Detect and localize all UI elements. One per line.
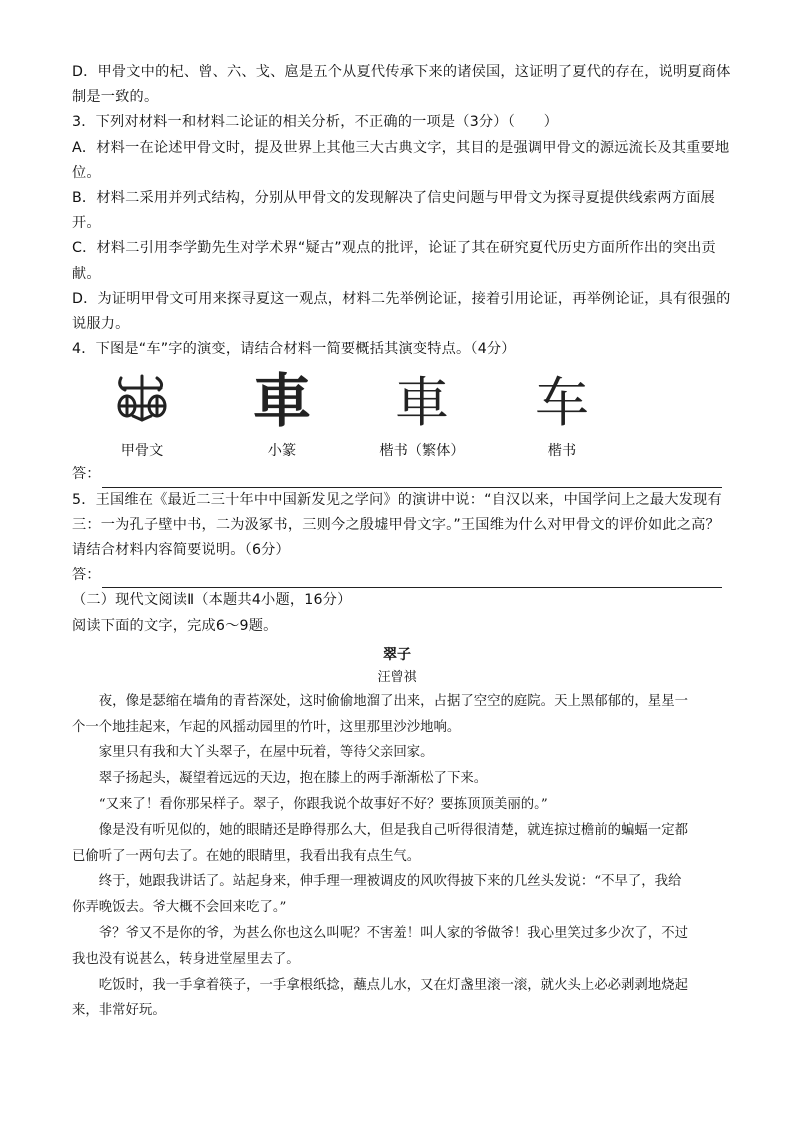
svg-text:车: 车 xyxy=(535,371,589,431)
q3-stem: 3．下列对材料一和材料二论证的相关分析，不正确的一项是（3分）（ ） xyxy=(72,114,559,131)
q3-option-a-line1: A．材料一在论述甲骨文时，提及世界上其他三大古典文字，其目的是强调甲骨文的源远流长及其重要地 xyxy=(72,139,730,156)
char-label-simplified: 楷书 xyxy=(547,443,577,460)
q5-line3: 请结合材料内容简要说明。（6分） xyxy=(72,542,290,559)
story-para6-line1: 终于，她跟我讲话了。站起身来，伸手理一理被调皮的风吹得披下来的几丝头发说：“不早了，我给 xyxy=(98,874,682,890)
oracle-bone-che-glyph xyxy=(105,368,179,430)
simplified-che-glyph xyxy=(525,368,599,430)
story-para1-line2: 个一个地挂起来，乍起的风摇动园里的竹叶，这里那里沙沙地响。 xyxy=(72,719,461,735)
traditional-che-glyph xyxy=(385,368,459,430)
story-para1-line1: 夜，像是瑟缩在墙角的青苔深处，这时偷偷地溜了出来，占据了空空的庭院。天上黑郁郁的，星星一 xyxy=(98,693,688,709)
q3-option-b-line1: B．材料二采用并列式结构，分别从甲骨文的发现解决了信史问题与甲骨文为探寻夏提供线索两方面展 xyxy=(72,190,715,207)
character-evolution-figure xyxy=(72,368,722,462)
story-para5-line2: 已偷听了一两句去了。在她的眼睛里，我看出我有点生气。 xyxy=(72,848,421,864)
story-para3: 翠子扬起头，凝望着远远的天边，抱在膝上的两手渐渐松了下来。 xyxy=(98,771,488,787)
char-label-traditional: 楷书（繁体） xyxy=(379,443,465,460)
q3-option-d-line2: 说服力。 xyxy=(72,316,130,333)
story-para7-line1: 爷？爷又不是你的爷，为甚么你也这么叫呢？不害羞！叫人家的爷做爷！我心里笑过多少次了，不过 xyxy=(98,926,688,942)
char-label-oracle: 甲骨文 xyxy=(120,443,164,460)
q5-answer-line[interactable] xyxy=(72,563,722,588)
q3-option-a-line2: 位。 xyxy=(72,164,101,181)
story-para6-line2: 你弄晚饭去。爷大概不会回来吃了。” xyxy=(72,900,287,916)
q3-option-d-line1: D．为证明甲骨文可用来探寻夏这一观点，材料二先举例论证，接着引用论证，再举例论证，具有很强的 xyxy=(72,290,731,307)
char-small-seal xyxy=(212,368,352,462)
story-para4: “又来了！看你那呆样子。翠子，你跟我说个故事好不好？要拣顶顶美丽的。” xyxy=(98,797,548,813)
char-label-seal: 小篆 xyxy=(267,443,297,460)
q5-line1: 5．王国维在《最近二三十年中中国新发见之学问》的演讲中说：“自汉以来，中国学问上之最大发现有 xyxy=(72,491,722,508)
q5-answer-rule[interactable] xyxy=(102,570,722,588)
q3-option-c-line1: C．材料二引用李学勤先生对学术界“疑古”观点的批评，论证了其在研究夏代历史方面所作出的突出贡 xyxy=(72,240,716,257)
q2-option-d-line2: 制是一致的。 xyxy=(72,89,159,106)
story-para8-line1: 吃饭时，我一手拿着筷子，一手拿根纸捻，蘸点儿水，又在灯盏里滚一滚，就火头上必必剥剥地烧起 xyxy=(98,977,688,993)
char-traditional xyxy=(352,368,492,462)
q4-stem: 4．下图是“车”字的演变，请结合材料一简要概括其演变特点。（4分） xyxy=(72,341,516,358)
story-para8-line2: 来，非常好玩。 xyxy=(72,1003,166,1019)
svg-text:車: 車 xyxy=(252,368,312,431)
section-heading: （二）现代文阅读Ⅱ（本题共4小题，16分） xyxy=(72,592,352,609)
section-instruction: 阅读下面的文字，完成6～9题。 xyxy=(72,617,278,634)
story-author: 汪曾祺 xyxy=(377,669,417,685)
q5-answer-label: 答： xyxy=(72,567,101,584)
q4-answer-rule[interactable] xyxy=(102,470,722,488)
q4-answer-line[interactable] xyxy=(72,462,722,487)
char-oracle-bone xyxy=(72,368,212,462)
page-content xyxy=(72,60,731,1024)
story-para2: 家里只有我和大丫头翠子，在屋中玩着，等待父亲回家。 xyxy=(98,745,434,761)
story-para7-line2: 我也没有说甚么，转身进堂屋里去了。 xyxy=(72,951,300,967)
small-seal-che-glyph xyxy=(245,368,319,430)
q3-option-c-line2: 献。 xyxy=(72,265,101,282)
q3-option-b-line2: 开。 xyxy=(72,215,101,232)
story-title: 翠子 xyxy=(383,646,411,663)
story-para5-line1: 像是没有听见似的，她的眼睛还是睁得那么大，但是我自己听得很清楚，就连掠过檐前的蝙蝠一定都 xyxy=(98,822,688,838)
char-simplified xyxy=(492,368,632,462)
q5-line2: 三：一为孔子壁中书，二为汲冢书，三则今之殷墟甲骨文字。”王国维为什么对甲骨文的评价如此之高？ xyxy=(72,516,720,533)
q4-answer-label: 答： xyxy=(72,466,101,483)
q2-option-d-line1: D．甲骨文中的杞、曾、六、戈、扈是五个从夏代传承下来的诸侯国，这证明了夏代的存在，说明夏商体 xyxy=(72,64,731,80)
svg-text:車: 車 xyxy=(395,371,449,431)
